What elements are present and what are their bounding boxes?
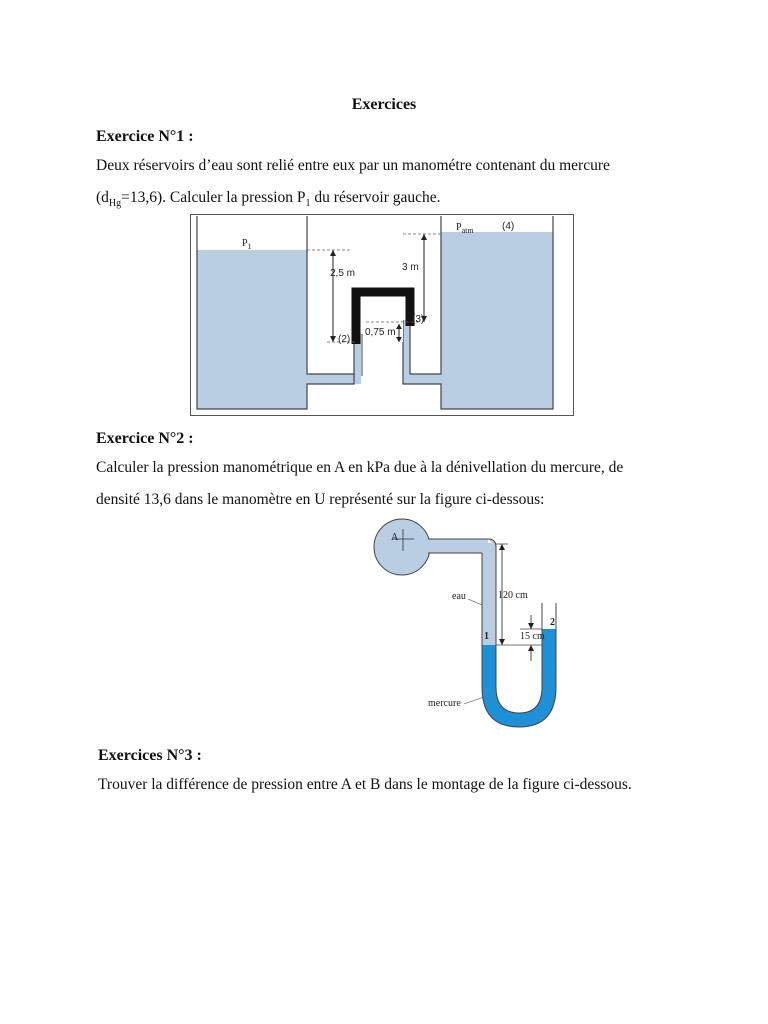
right-riser-water bbox=[403, 320, 410, 378]
exercise-3-line-1: Trouver la différence de pression entre A et B dans le montage de la figure ci-dessous. bbox=[98, 776, 632, 793]
point-1-label: 1 bbox=[484, 631, 489, 642]
document-title: Exercices bbox=[351, 96, 417, 113]
ex1-l2-pre: (d bbox=[96, 189, 109, 206]
exercise-2-line-2: densité 13,6 dans le manomètre en U représenté sur la figure ci-dessous: bbox=[96, 491, 545, 508]
dim-15-label: 15 cm bbox=[520, 631, 545, 642]
figure-2-u-manometer bbox=[370, 515, 570, 737]
point-4-label: (4) bbox=[502, 221, 515, 232]
exercise-2-heading: Exercice N°2 : bbox=[96, 430, 194, 447]
exercise-3-heading: Exercices N°3 : bbox=[98, 747, 202, 764]
ex1-l2-sub-hg: Hg bbox=[108, 198, 122, 210]
water-label: eau bbox=[452, 591, 466, 602]
ex1-l2-sub-1: 1 bbox=[305, 198, 311, 210]
point-2-label: (2) bbox=[338, 334, 351, 345]
ex1-l2-mid: =13,6). Calculer la pression P bbox=[121, 189, 306, 206]
right-pipe-water bbox=[403, 374, 441, 384]
sphere-a bbox=[374, 519, 430, 575]
exercise-1-line-1: Deux réservoirs d’eau sont relié entre eux par un manométre contenant du mercure bbox=[96, 157, 610, 174]
left-reservoir-water bbox=[197, 250, 307, 409]
point-2-label: 2 bbox=[550, 617, 555, 628]
ex1-l2-post: du réservoir gauche. bbox=[310, 189, 441, 206]
p1-label: $P_1$ bbox=[242, 238, 252, 251]
patm-label: $P_{atm}$ bbox=[456, 222, 474, 235]
right-reservoir-water bbox=[441, 232, 553, 409]
dim-3-label: 3 m bbox=[402, 262, 419, 273]
left-pipe-water bbox=[307, 374, 361, 384]
left-reservoir-inner-wall bbox=[307, 216, 354, 374]
dim-25-label: 2,5 m bbox=[330, 268, 356, 279]
dim-120-label: 120 cm bbox=[498, 590, 528, 601]
dim-075-label: 0,75 m bbox=[365, 327, 396, 338]
water-column bbox=[482, 543, 496, 645]
exercise-2-line-1: Calculer la pression manométrique en A en kPa due à la dénivellation du mercure, de bbox=[96, 459, 624, 476]
exercise-1-heading: Exercice N°1 : bbox=[96, 128, 194, 145]
mercury-label: mercure bbox=[428, 698, 461, 709]
point-a-label: A bbox=[391, 532, 399, 543]
figure-1-reservoirs bbox=[190, 214, 574, 416]
point-3-label: (3) bbox=[412, 314, 425, 325]
